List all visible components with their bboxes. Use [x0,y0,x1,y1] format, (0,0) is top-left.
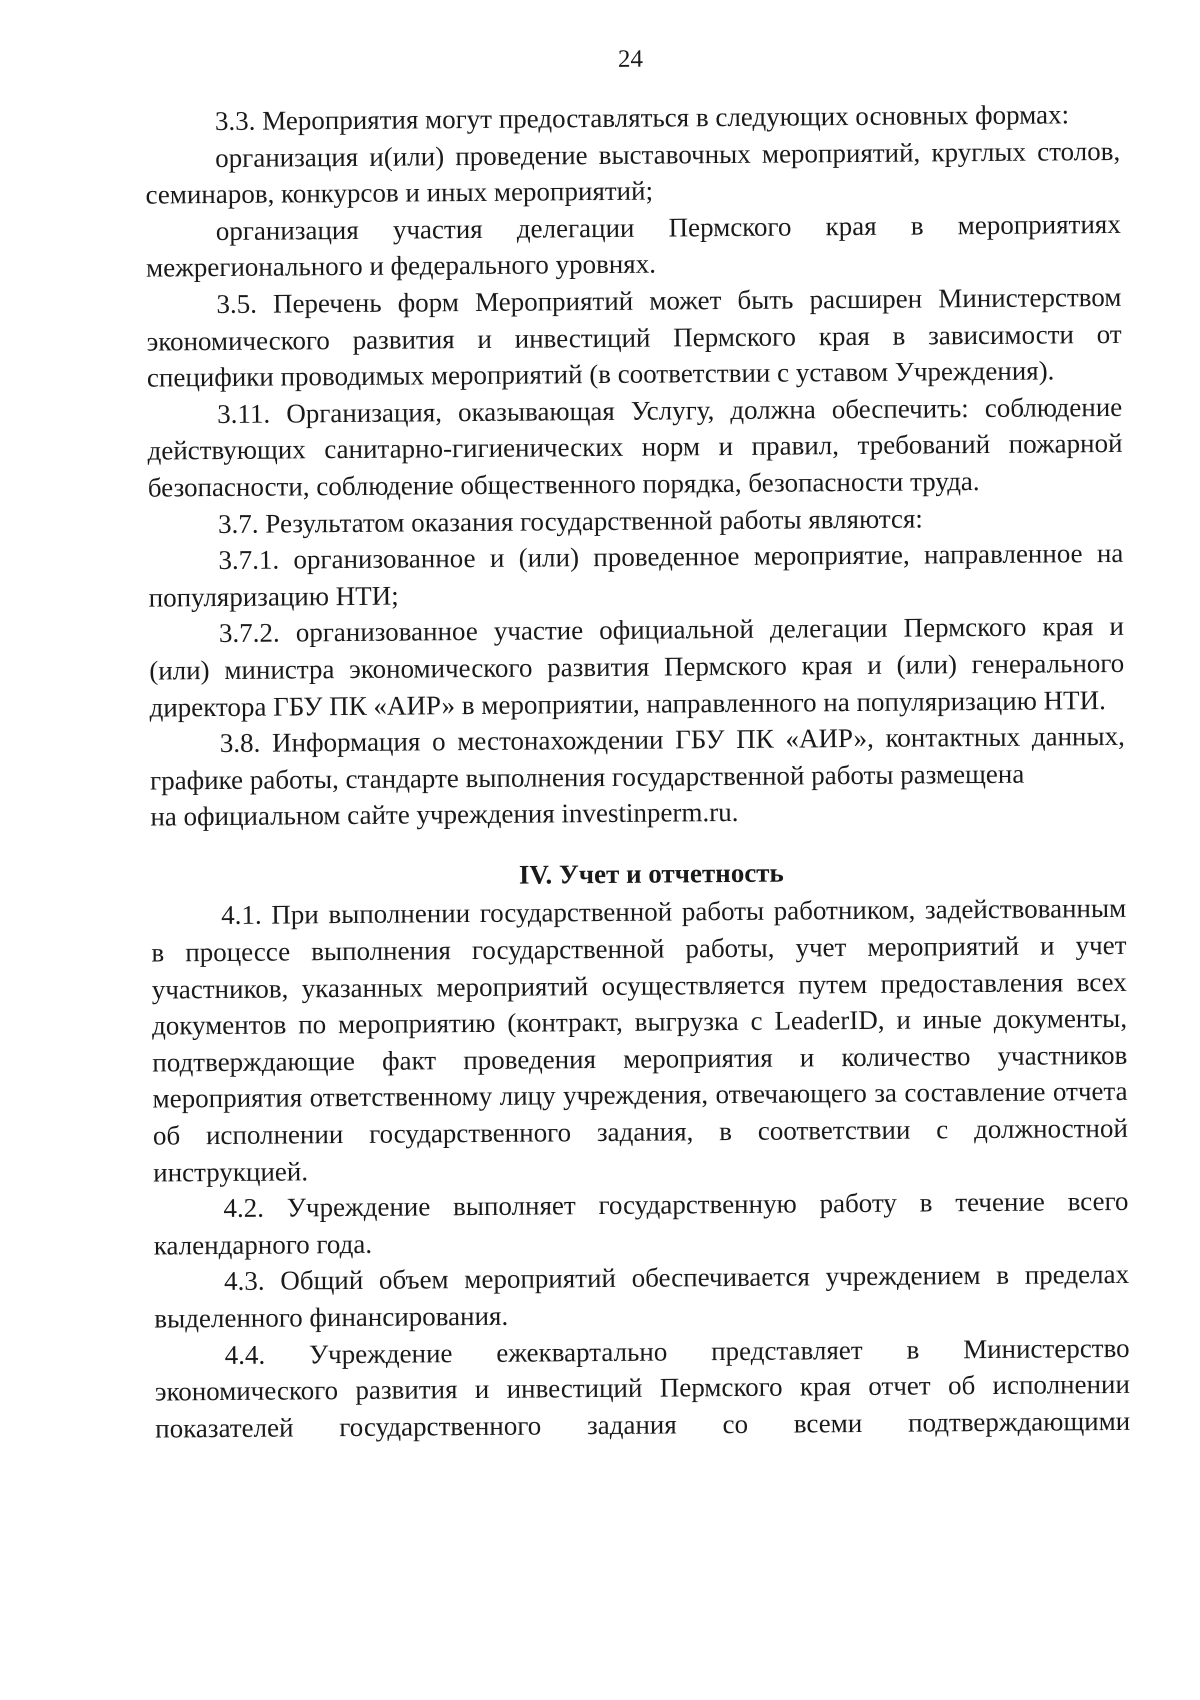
paragraph-3-3-form-a: организация и(или) проведение выставочных мероприятий, круглых столов, семинаров, конкурсов и иных мероприятий; [145,135,1121,210]
paragraph-3-3: 3.3. Мероприятия могут предоставляться в следующих основных формах: [214,99,1070,137]
paragraph-3-8-website: на официальном сайте учреждения investinperm.ru. [150,797,739,832]
paragraph-4-2: 4.2. Учреждение выполняет государственную работу в течение всего календарного года. [153,1186,1129,1261]
paragraph-3-3-form-b: организация участия делегации Пермского края в мероприятиях межрегионального и федерального уровнях. [145,208,1121,283]
page-number: 24 [617,45,644,73]
paragraph-3-8: 3.8. Информация о местонахождении ГБУ ПК «АИР», контактных данных, графике работы, стандарте выполнения государственной работы размещена [149,720,1125,796]
paragraph-4-3: 4.3. Общий объем мероприятий обеспечивается учреждением в пределах выделенного финансирования. [154,1259,1130,1334]
paragraph-3-5: 3.5. Перечень форм Мероприятий может быть расширен Министерством экономического развития и инвестиций Пермского края в зависимости от специфики проводимых мероприятий (в соответствии с уставом Учреждения). [146,281,1122,393]
paragraph-3-7: 3.7. Результатом оказания государственной работы являются: [217,503,923,539]
paragraph-4-1: 4.1. При выполнении государственной работы работником, задействованным в процессе выполнения государственной работы, учет мероприятий и учет участников, указанных мероприятий осуществляется путем предоставления всех документов по мероприятию (контракт, выгрузка с LeaderID, и иные документы, подтверждающие факт проведения мероприятия и количество участников мероприятия ответственному лицу учреждения, отвечающего за составление отчета об исполнении государственного задания, в соответствии с должностной инструкцией. [151,893,1128,1188]
paragraph-3-11: 3.11. Организация, оказывающая Услугу, должна обеспечить: соблюдение действующих санитарно-гигиенических норм и правил, требований пожарной безопасности, соблюдение общественного порядка, безопасности труда. [147,391,1123,503]
paragraph-3-7-1: 3.7.1. организованное и (или) проведенное мероприятие, направленное на популяризацию НТИ; [148,538,1124,613]
document-body [145,96,1131,1447]
paragraph-4-4: 4.4. Учреждение ежеквартально представляет в Министерство экономического развития и инвестиций Пермского края отчет об исполнении показателей государственного задания со всеми подтверждающими [154,1332,1131,1444]
section-heading-iv: IV. Учет и отчетность [518,857,784,890]
paragraph-3-7-2: 3.7.2. организованное участие официальной делегации Пермского края и (или) министра экономического развития Пермского края и (или) генерального директора ГБУ ПК «АИР» в мероприятии, направленного на популяризацию НТИ. [149,611,1125,723]
